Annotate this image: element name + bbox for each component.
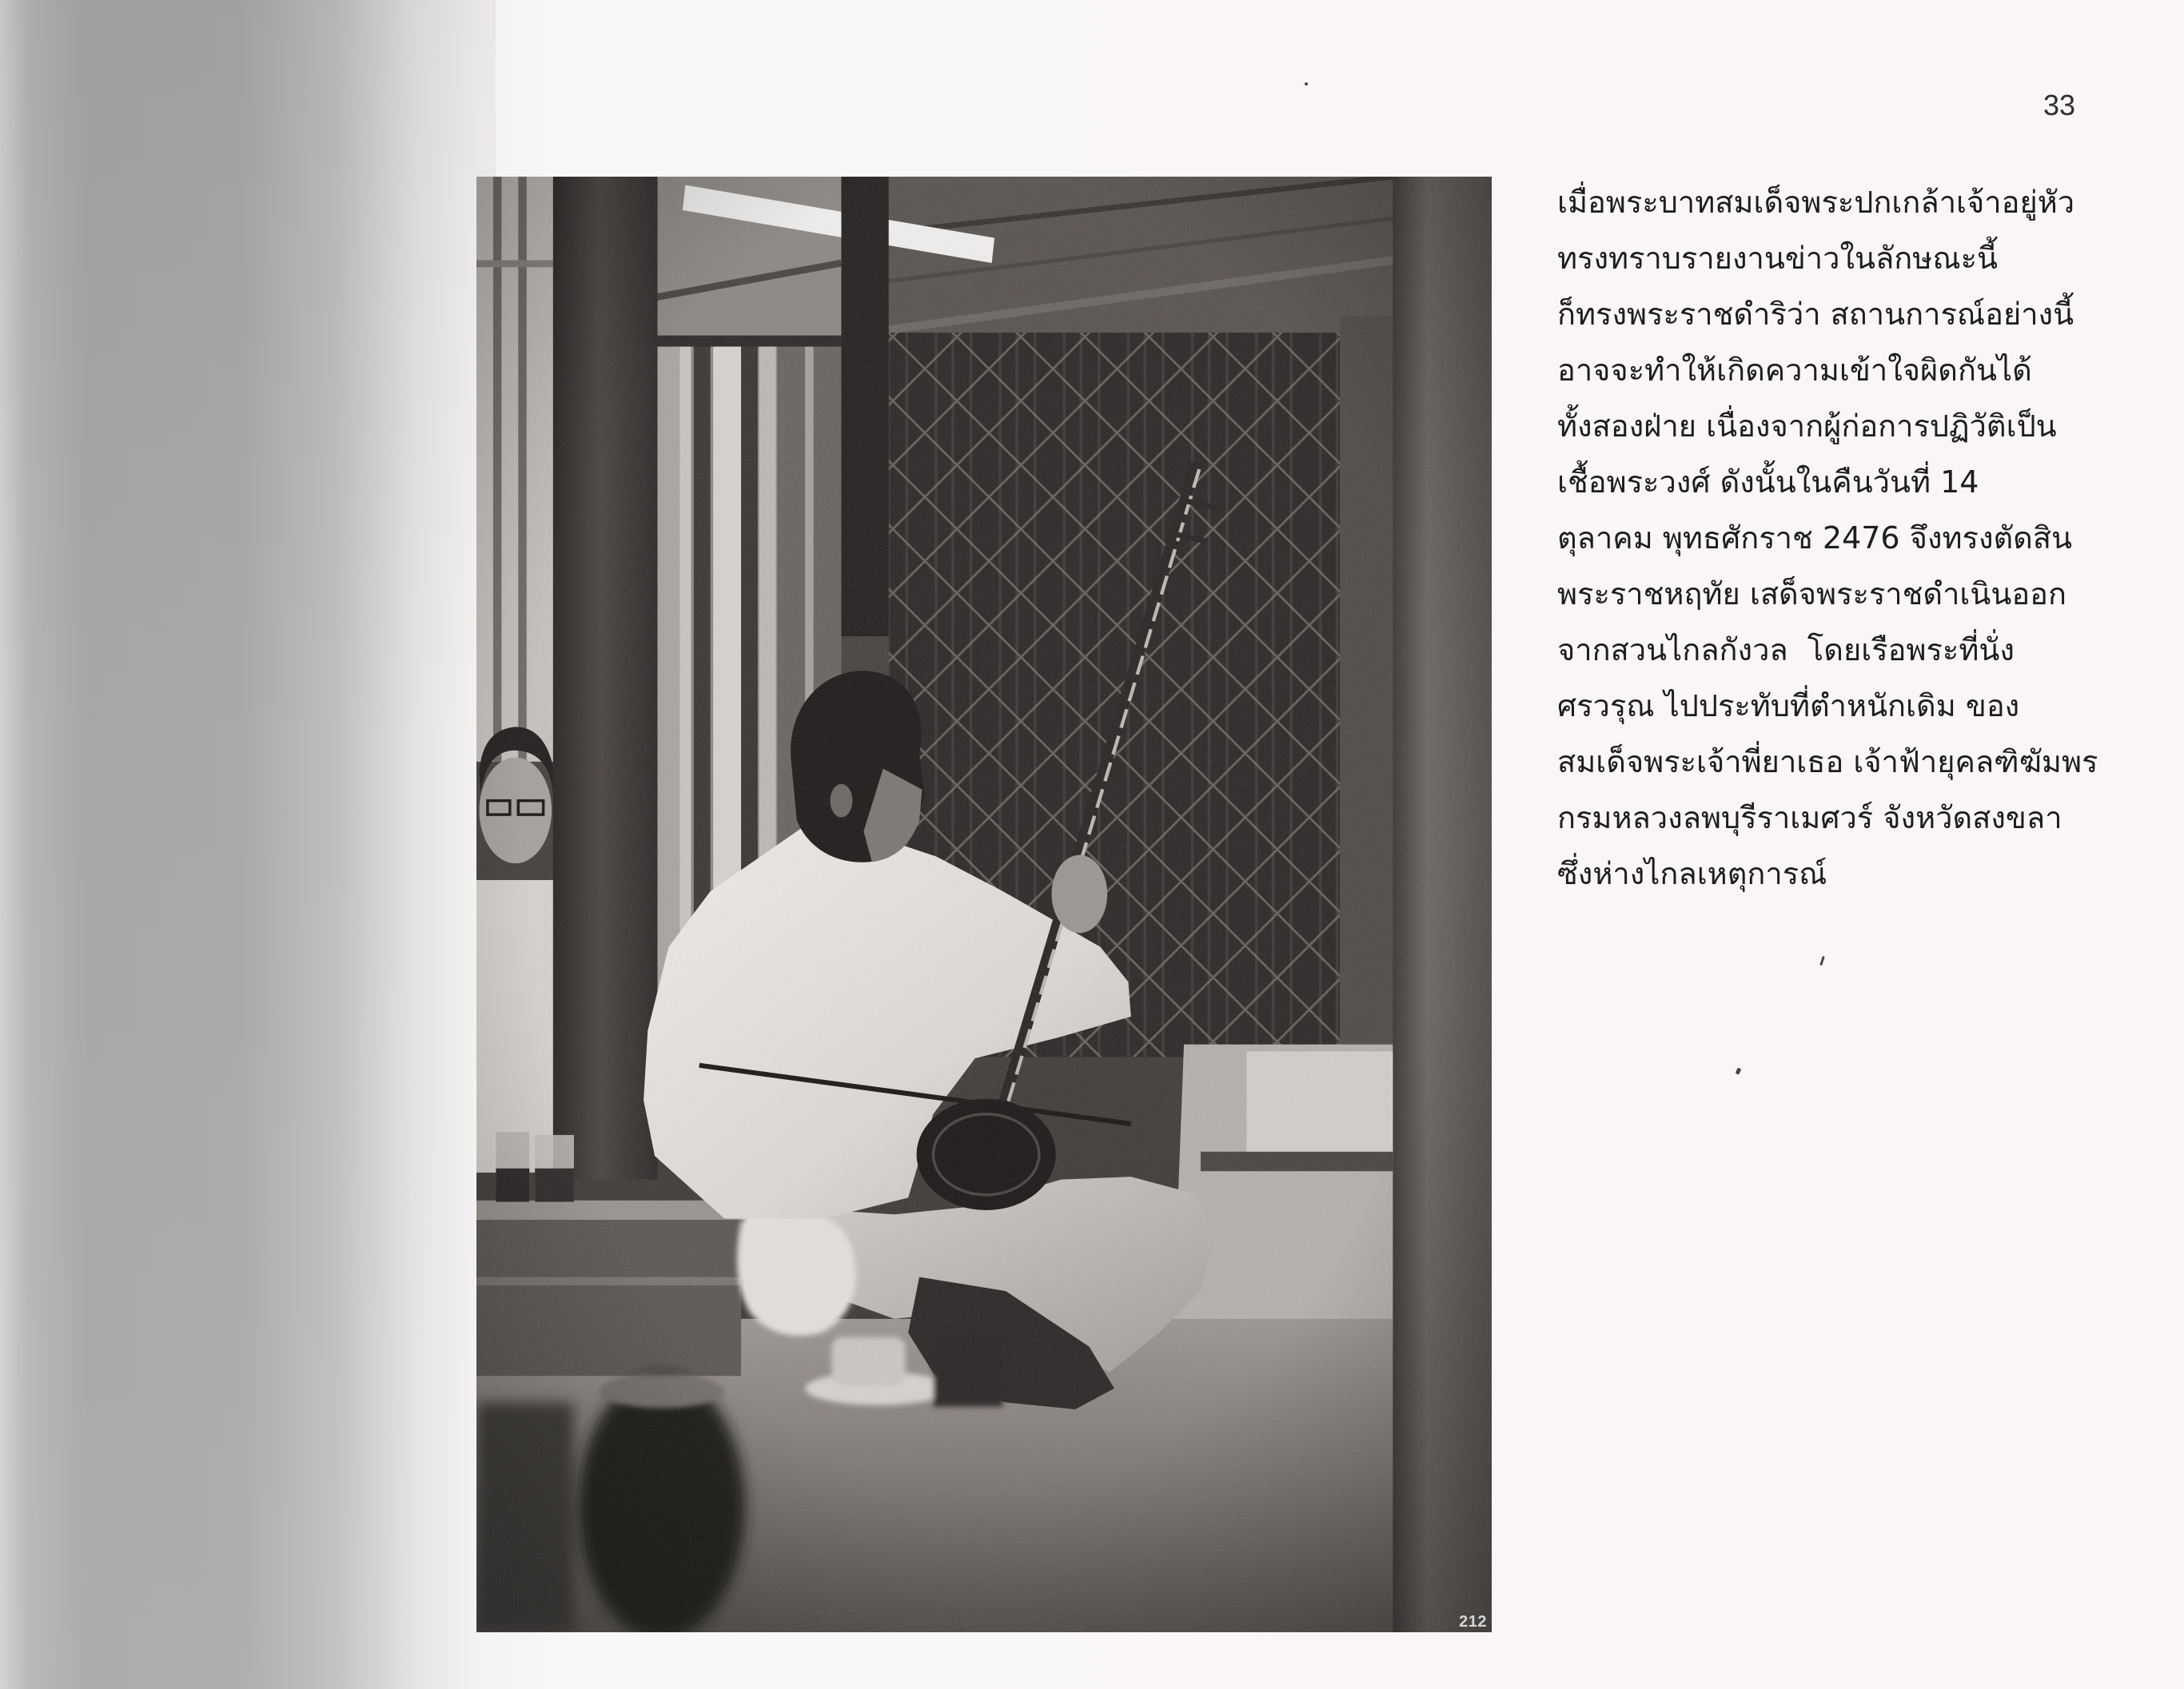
text-line: จากสวนไกลกังวล โดยเรือพระที่นั่ง (1557, 632, 2015, 667)
gutter-shadow (0, 0, 496, 1689)
photo-plate-number: 212 (1459, 1613, 1487, 1631)
text-line: ทั้งสองฝ่าย เนื่องจากผู้ก่อการปฏิวัติเป็น (1557, 408, 2057, 444)
text-line: เชื้อพระวงศ์ ดังนั้นในคืนวันที่ 14 (1557, 464, 1979, 500)
photo-grain (476, 177, 1492, 1632)
photograph (476, 177, 1492, 1632)
text-line: ก็ทรงพระราชดำริว่า สถานการณ์อย่างนี้ (1557, 297, 2074, 332)
dust-speck (1305, 82, 1308, 86)
dust-speck (1736, 1067, 1742, 1074)
text-line: กรมหลวงลพบุรีราเมศวร์ จังหวัดสงขลา (1557, 800, 2062, 835)
text-line: ซึ่งห่างไกลเหตุการณ์ (1557, 856, 1827, 891)
text-line: ตุลาคม พุทธศักราช 2476 จึงทรงตัดสิน (1557, 520, 2073, 556)
text-line: สมเด็จพระเจ้าพี่ยาเธอ เจ้าฟ้ายุคลฑิฆัมพร (1557, 744, 2098, 779)
text-line: อาจจะทำให้เกิดความเข้าใจผิดกันได้ (1557, 353, 2032, 388)
dust-speck (1819, 956, 1825, 966)
text-line: ทรงทราบรายงานข่าวในลักษณะนี้ (1557, 241, 1998, 276)
text-line: เมื่อพระบาทสมเด็จพระปกเกล้าเจ้าอยู่หัว (1557, 185, 2075, 220)
body-text (1557, 174, 2165, 902)
page-number: 33 (2043, 89, 2075, 121)
text-line: ศรวรุณ ไปประทับที่ตำหนักเดิม ของ (1557, 688, 2020, 723)
text-line: พระราชหฤทัย เสด็จพระราชดำเนินออก (1557, 576, 2067, 611)
photo-image (476, 177, 1492, 1632)
